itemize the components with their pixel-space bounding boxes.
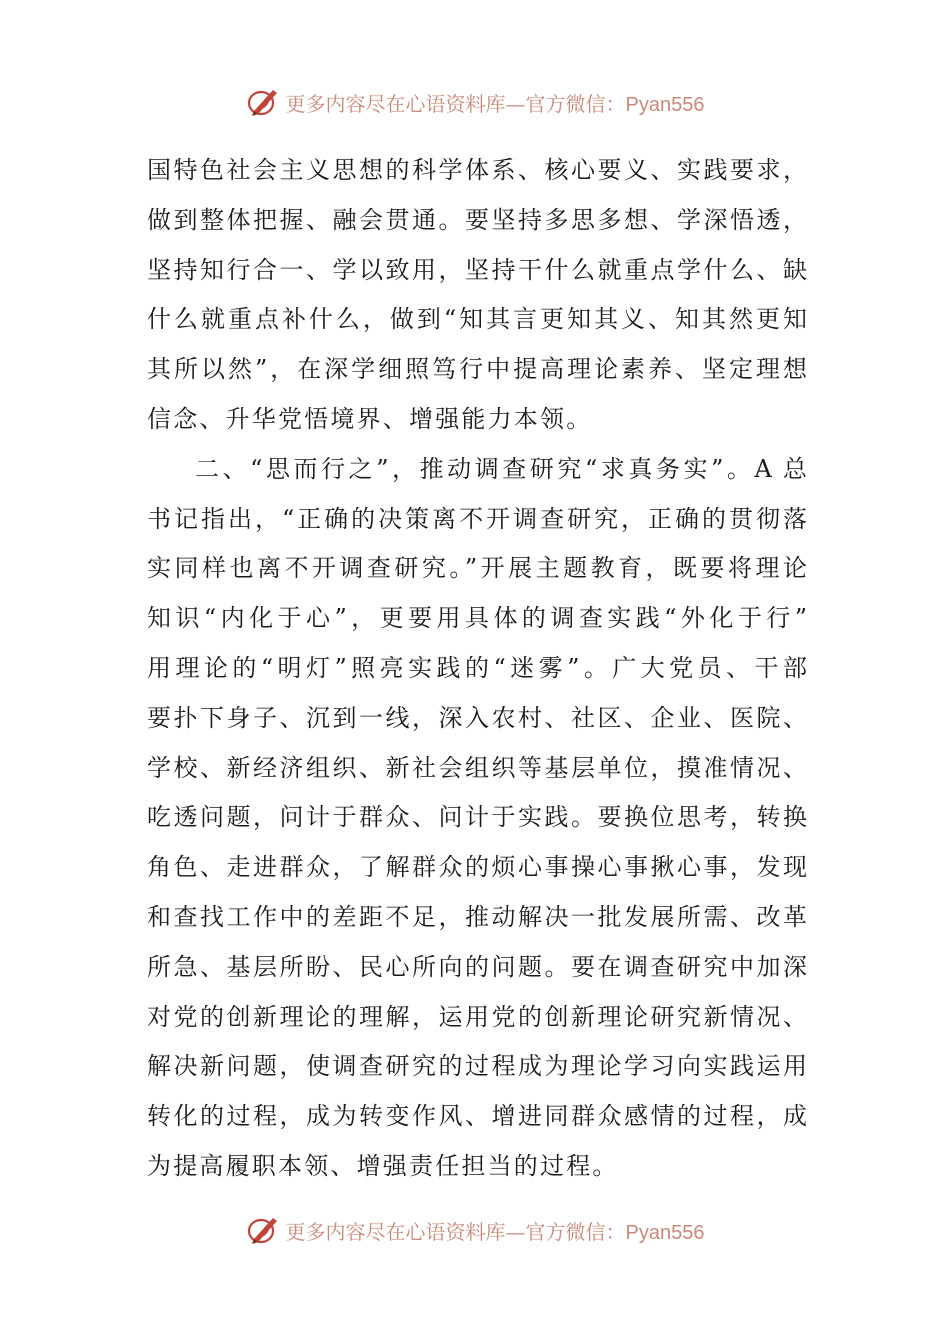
wechat-id: Pyan556 <box>625 93 705 116</box>
text-line: 做到整体把握、融会贯通。要坚持多思多想、学深悟透， <box>147 205 807 234</box>
text-line: 国特色社会主义思想的科学体系、核心要义、实践要求， <box>147 156 807 184</box>
text-line: 为提高履职本领、增强责任担当的过程。 <box>147 1151 619 1180</box>
text-line: 所急、基层所盼、民心所向的问题。要在调查研究中加深 <box>147 952 807 981</box>
text-line: 吃透问题，问计于群众、问计于实践。要换位思考，转换 <box>147 803 807 832</box>
paragraph-2 <box>147 445 807 1192</box>
text-line: 知识“内化于心”，更要用具体的调查实践“外化于行” <box>147 604 807 633</box>
section-heading-line: 二、“思而行之”，推动调查研究“求真务实”。A 总 <box>195 454 807 483</box>
text-line: 转化的过程，成为转变作风、增进同群众感情的过程，成 <box>147 1102 807 1131</box>
wechat-id: Pyan556 <box>625 1221 705 1244</box>
text-line: 用理论的“明灯”照亮实践的“迷雾”。广大党员、干部 <box>147 653 807 682</box>
text-line: 坚持知行合一、学以致用，坚持干什么就重点学什么、缺 <box>147 255 807 284</box>
pen-logo-icon <box>246 1213 282 1247</box>
text-line: 要扑下身子、沉到一线，深入农村、社区、企业、医院、 <box>147 703 807 732</box>
text-line: 信念、升华党悟境界、增强能力本领。 <box>147 404 593 433</box>
text-line: 其所以然”，在深学细照笃行中提高理论素养、坚定理想 <box>147 355 807 384</box>
watermark-text: 更多内容尽在心语资料库—官方微信：Pyan556 <box>285 1219 705 1244</box>
pen-logo-icon <box>246 85 282 119</box>
footer-watermark <box>0 1208 950 1252</box>
text-line: 和查找工作中的差距不足，推动解决一批发展所需、改革 <box>147 902 807 931</box>
text-line: 什么就重点补什么，做到“知其言更知其义、知其然更知 <box>147 305 807 334</box>
document-body <box>147 146 807 1192</box>
text-line: 对党的创新理论的理解，运用党的创新理论研究新情况、 <box>147 1002 807 1031</box>
text-line: 书记指出，“正确的决策离不开调查研究，正确的贯彻落 <box>147 504 807 533</box>
text-line: 实同样也离不开调查研究。”开展主题教育，既要将理论 <box>147 554 807 583</box>
header-watermark <box>0 80 950 124</box>
text-line: 学校、新经济组织、新社会组织等基层单位，摸准情况、 <box>147 753 807 782</box>
paragraph-1 <box>147 146 807 445</box>
text-line: 解决新问题，使调查研究的过程成为理论学习向实践运用 <box>147 1052 807 1081</box>
text-line: 角色、走进群众，了解群众的烦心事操心事揪心事，发现 <box>147 853 807 882</box>
watermark-text: 更多内容尽在心语资料库—官方微信：Pyan556 <box>285 91 705 116</box>
